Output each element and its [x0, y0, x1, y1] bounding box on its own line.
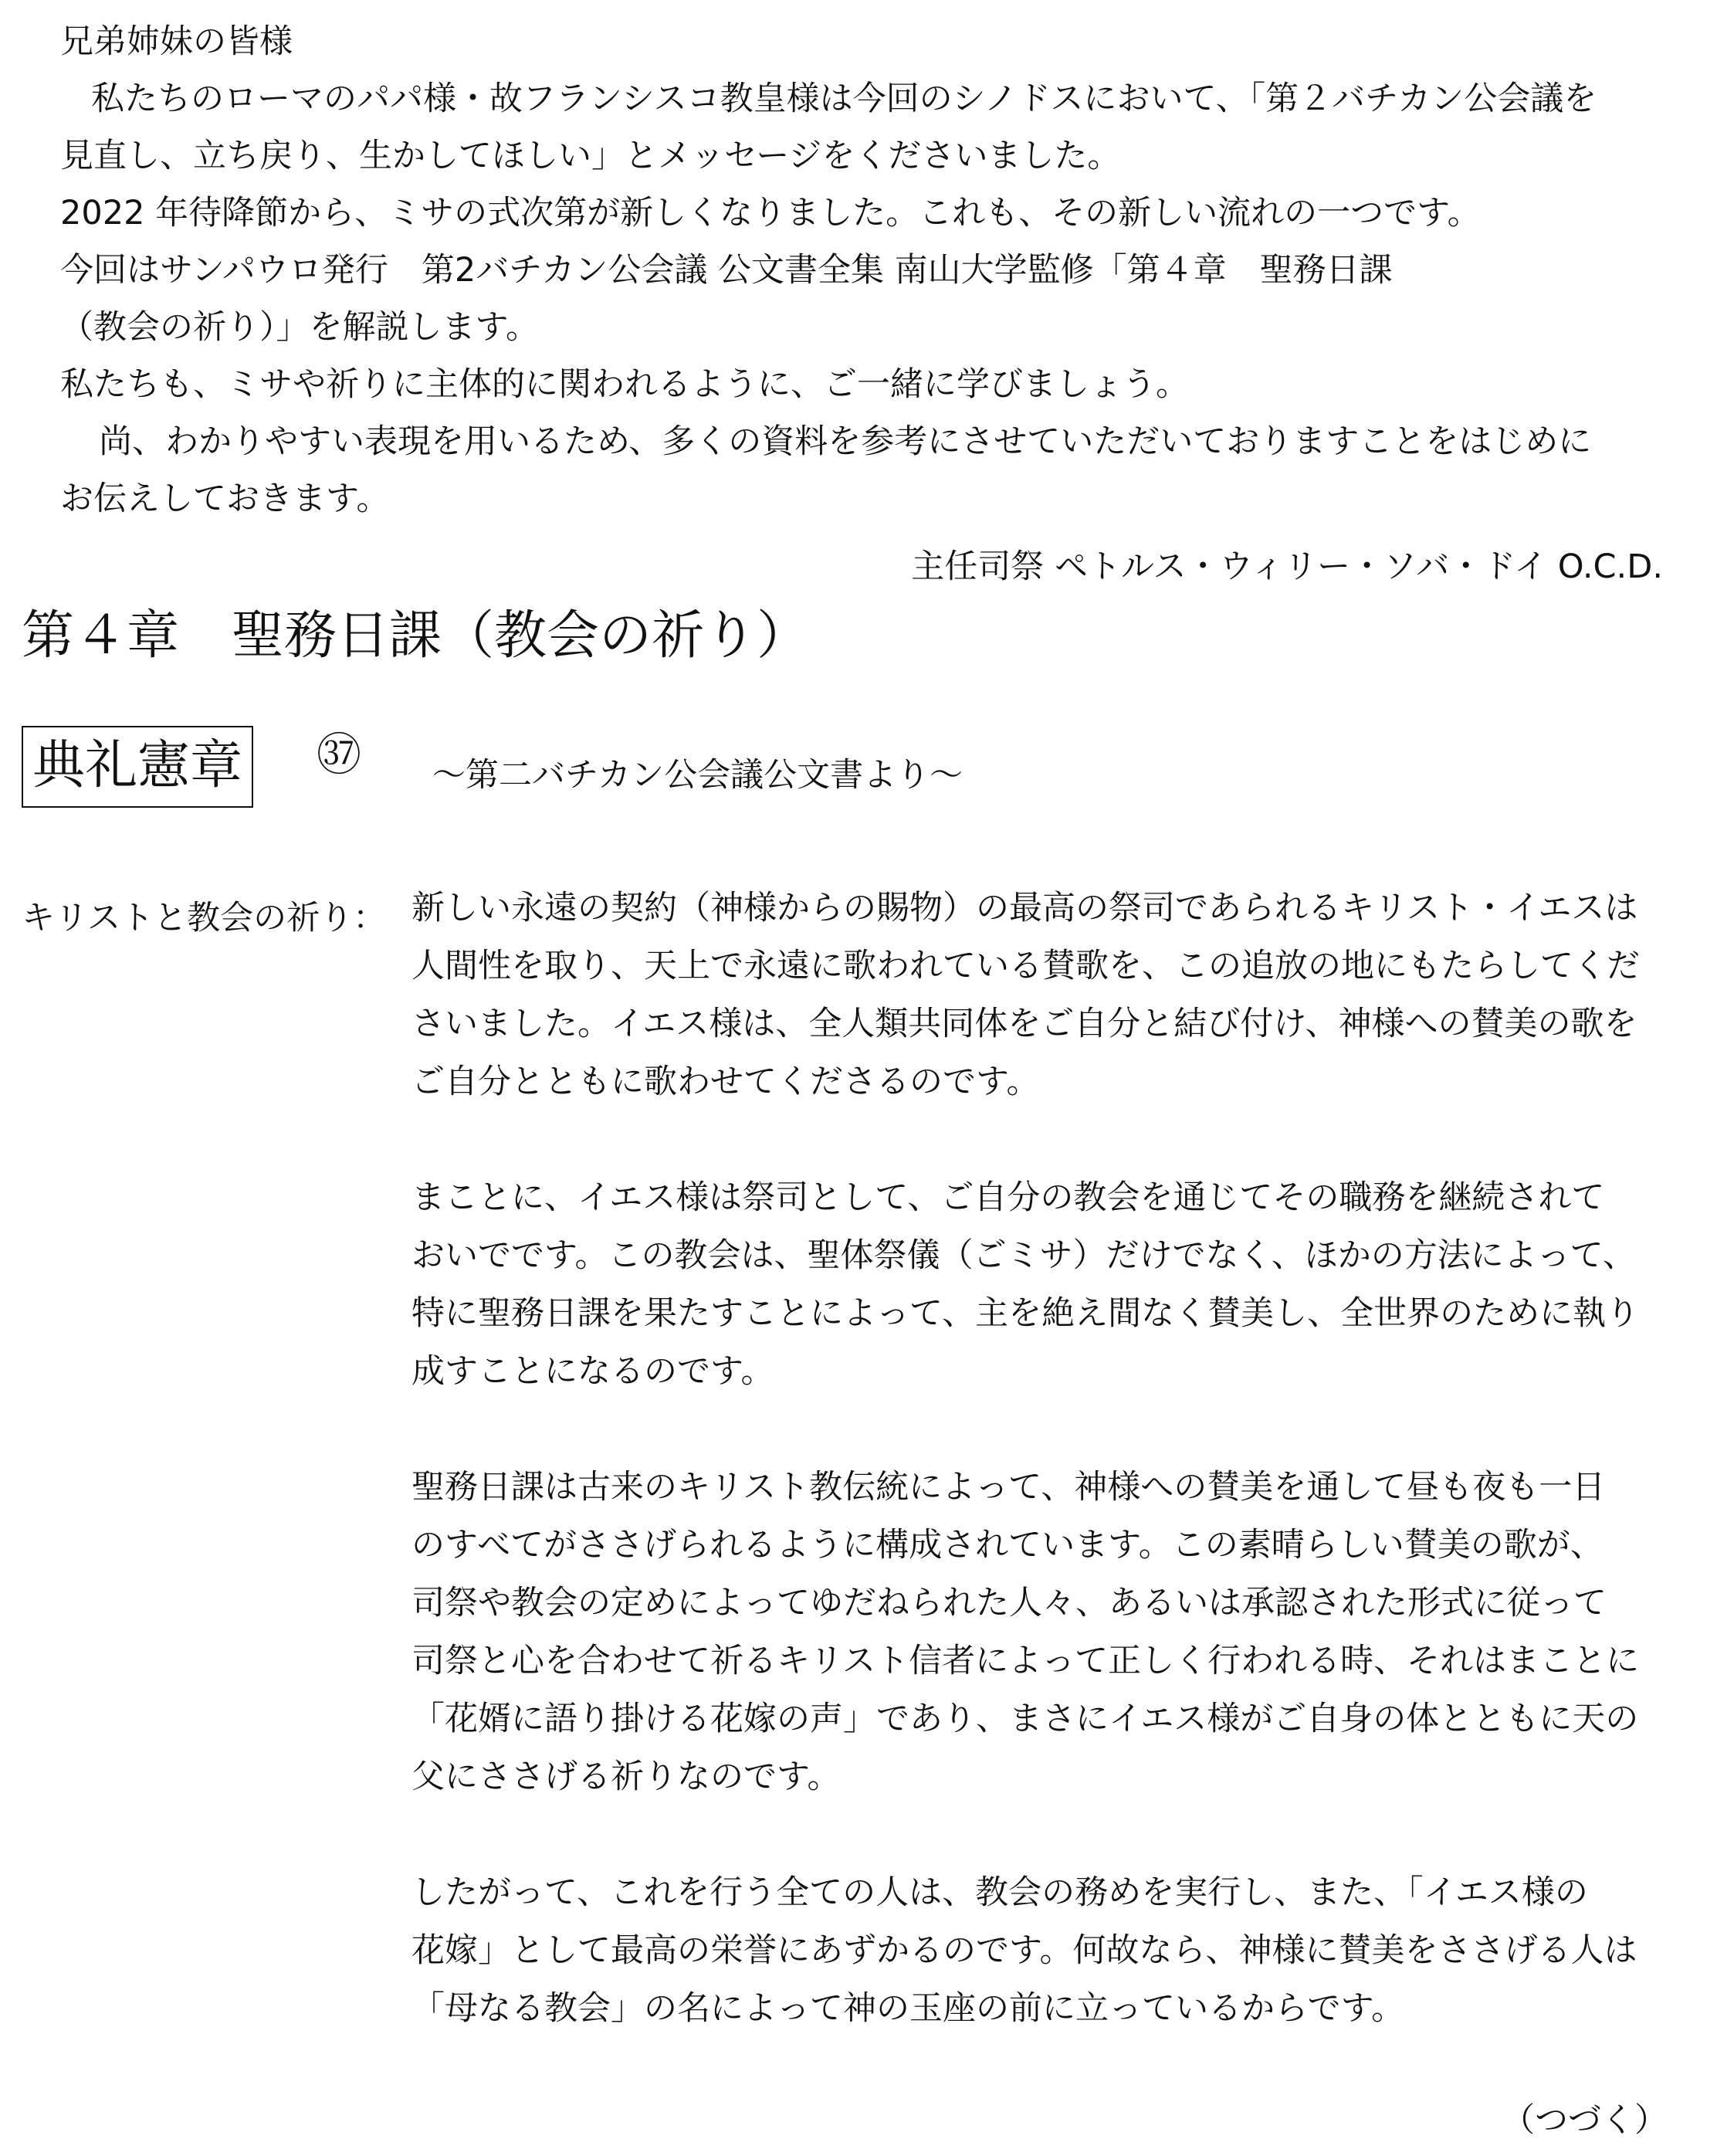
body-line: のすべてがささげられるように構成されています。この素晴らしい賛美の歌が、: [411, 1526, 1604, 1564]
body-line: 「母なる教会」の名によって神の玉座の前に立っているからです。: [411, 1989, 1405, 2028]
body-line: おいでです。この教会は、聖体祭儀（ごミサ）だけでなく、ほかの方法によって、: [411, 1236, 1636, 1275]
body-line: 聖務日課は古来のキリスト教伝統によって、神様への賛美を通して昼も夜も一日: [411, 1468, 1606, 1507]
intro-line: お伝えしておきます。: [60, 480, 390, 518]
body-line: したがって、これを行う全ての人は、教会の務めを実行し、また、「イエス様の: [411, 1873, 1588, 1912]
intro-line: 尚、わかりやすい表現を用いるため、多くの資料を参考にさせていただいておりますことをはじめに: [99, 422, 1592, 461]
body-line: 司祭や教会の定めによってゆだねられた人々、あるいは承認された形式に従って: [411, 1584, 1607, 1622]
source-note: ～第二バチカン公会議公文書より～: [432, 756, 963, 795]
issue-number: ㊲: [317, 728, 362, 781]
chapter-title: 第４章 聖務日課（教会の祈り）: [22, 605, 810, 666]
term-label: キリストと教会の祈り：: [22, 899, 387, 937]
intro-line: 今回はサンパウロ発行 第2バチカン公会議 公文書全集 南山大学監修「第４章 聖務日課: [60, 251, 1393, 290]
body-line: ご自分とともに歌わせてくださるのです。: [411, 1063, 1040, 1101]
body-line: 人間性を取り、天上で永遠に歌われている賛歌を、この追放の地にもたらしてくだ: [411, 947, 1640, 985]
body-line: 父にささげる祈りなのです。: [411, 1758, 841, 1796]
signature: 主任司祭 ペトルス・ウィリー・ソバ・ドイ O.C.D.: [911, 547, 1663, 586]
body-line: さいました。イエス様は、全人類共同体をご自分と結び付け、神様への賛美の歌を: [411, 1005, 1637, 1043]
intro-line: （教会の祈り）」を解説します。: [60, 308, 540, 347]
document-label: 典礼憲章: [32, 735, 242, 796]
body-line: 花嫁」として最高の栄誉にあずかるのです。何故なら、神様に賛美をささげる人は: [411, 1931, 1637, 1970]
body-line: 「花婿に語り掛ける花嫁の声」であり、まさにイエス様がご自身の体とともに天の: [411, 1700, 1639, 1738]
intro-line: 2022 年待降節から、ミサの式次第が新しくなりました。これも、その新しい流れの一つです。: [60, 194, 1481, 232]
body-line: 成すことになるのです。: [411, 1352, 774, 1391]
continued-note: （つづく）: [1502, 2101, 1668, 2140]
body-line: 新しい永遠の契約（神様からの賜物）の最高の祭司であられるキリスト・イエスは: [411, 889, 1638, 927]
document-label-box: [22, 726, 253, 808]
intro-line: 見直し、立ち戻り、生かしてほしい」とメッセージをくださいました。: [60, 137, 1121, 175]
body-line: まことに、イエス様は祭司として、ご自分の教会を通じてその職務を継続されて: [411, 1178, 1605, 1217]
body-line: 司祭と心を合わせて祈るキリスト信者によって正しく行われる時、それはまことに: [411, 1642, 1640, 1680]
greeting: 兄弟姉妹の皆様: [60, 22, 293, 61]
intro-line: 私たちのローマのパパ様・故フランシスコ教皇様は今回のシノドスにおいて、「第２バチカン公会議を: [91, 80, 1597, 118]
intro-line: 私たちも、ミサや祈りに主体的に関われるように、ご一緒に学びましょう。: [60, 365, 1189, 404]
body-line: 特に聖務日課を果たすことによって、主を絶え間なく賛美し、全世界のために執り: [411, 1294, 1640, 1333]
